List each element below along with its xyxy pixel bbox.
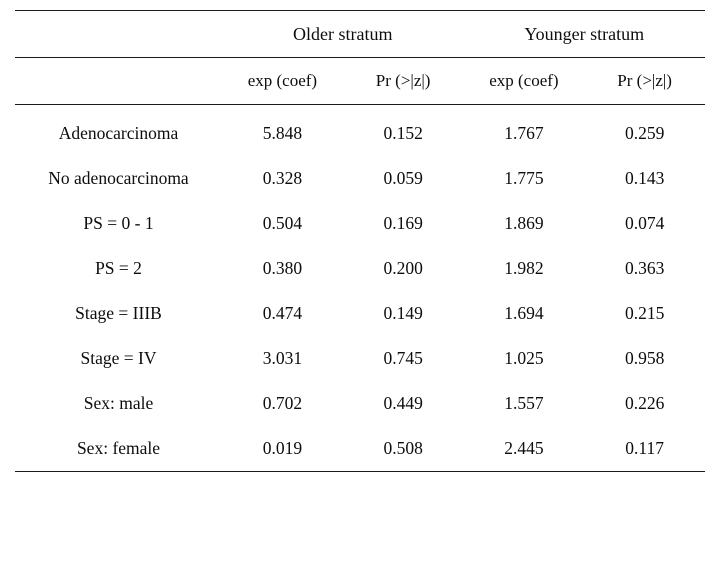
cell-younger-pr: 0.226 [624,393,665,413]
row-label: PS = 2 [95,258,142,278]
cell-older-exp: 3.031 [262,348,303,368]
statistics-table-container [15,0,705,478]
group-header-blank [15,11,222,58]
cell-younger-pr: 0.143 [624,168,665,188]
cell-younger-pr: 0.363 [624,258,665,278]
group-header-older-stratum-label: Older stratum [293,23,393,44]
cell-younger-exp: 1.869 [504,213,544,233]
cell-younger-pr: 0.259 [624,123,665,143]
row-label: No adenocarcinoma [48,168,189,188]
table-row [15,201,705,246]
cell-older-pr: 0.508 [383,438,423,458]
group-header-younger-stratum [464,11,706,58]
table-row [15,156,705,201]
group-header-older-stratum [222,11,464,58]
cell-older-exp: 0.702 [262,393,303,413]
row-label: Adenocarcinoma [58,123,179,143]
cell-younger-exp: 2.445 [504,438,544,458]
sub-header-older-pr: Pr (>|z|) [343,58,464,105]
row-label: Sex: female [76,438,161,458]
cell-older-exp: 0.474 [262,303,303,323]
cell-older-exp: 0.380 [262,258,303,278]
row-label: Stage = IIIB [75,303,162,323]
table-row [15,291,705,336]
row-label: PS = 0 - 1 [83,213,154,233]
table-bottom-rule-row [15,472,705,479]
cell-older-exp: 5.848 [262,123,303,143]
cell-younger-exp: 1.775 [504,168,544,188]
table-sub-header-row [15,58,705,105]
cell-younger-pr: 0.074 [624,213,665,233]
sub-header-older-exp-coef: exp (coef) [222,58,343,105]
cell-younger-pr: 0.215 [624,303,665,323]
group-header-younger-stratum-label: Younger stratum [524,23,645,44]
table-group-header-row [15,11,705,58]
cell-younger-exp: 1.767 [504,123,544,143]
cell-older-pr: 0.745 [383,348,423,368]
cell-older-pr: 0.169 [383,213,423,233]
sub-header-blank [15,58,222,105]
table-row [15,336,705,381]
table-row [15,111,705,156]
statistics-table [15,10,705,478]
cell-older-exp: 0.019 [262,438,303,458]
row-label: Stage = IV [80,348,157,368]
cell-older-exp: 0.328 [262,168,303,188]
sub-header-younger-pr: Pr (>|z|) [584,58,705,105]
table-bottom-rule-cell [15,472,705,479]
table-row [15,381,705,426]
cell-older-exp: 0.504 [262,213,303,233]
cell-younger-exp: 1.557 [504,393,544,413]
row-label: Sex: male [83,393,154,413]
sub-header-younger-exp-coef: exp (coef) [464,58,585,105]
cell-younger-exp: 1.694 [504,303,544,323]
table-row [15,246,705,291]
cell-younger-pr: 0.117 [625,438,664,458]
cell-younger-exp: 1.025 [504,348,544,368]
cell-older-pr: 0.149 [383,303,423,323]
cell-older-pr: 0.059 [383,168,423,188]
cell-younger-exp: 1.982 [504,258,544,278]
cell-older-pr: 0.152 [383,123,423,143]
table-row [15,426,705,472]
cell-younger-pr: 0.958 [624,348,665,368]
cell-older-pr: 0.449 [383,393,423,413]
cell-older-pr: 0.200 [383,258,423,278]
